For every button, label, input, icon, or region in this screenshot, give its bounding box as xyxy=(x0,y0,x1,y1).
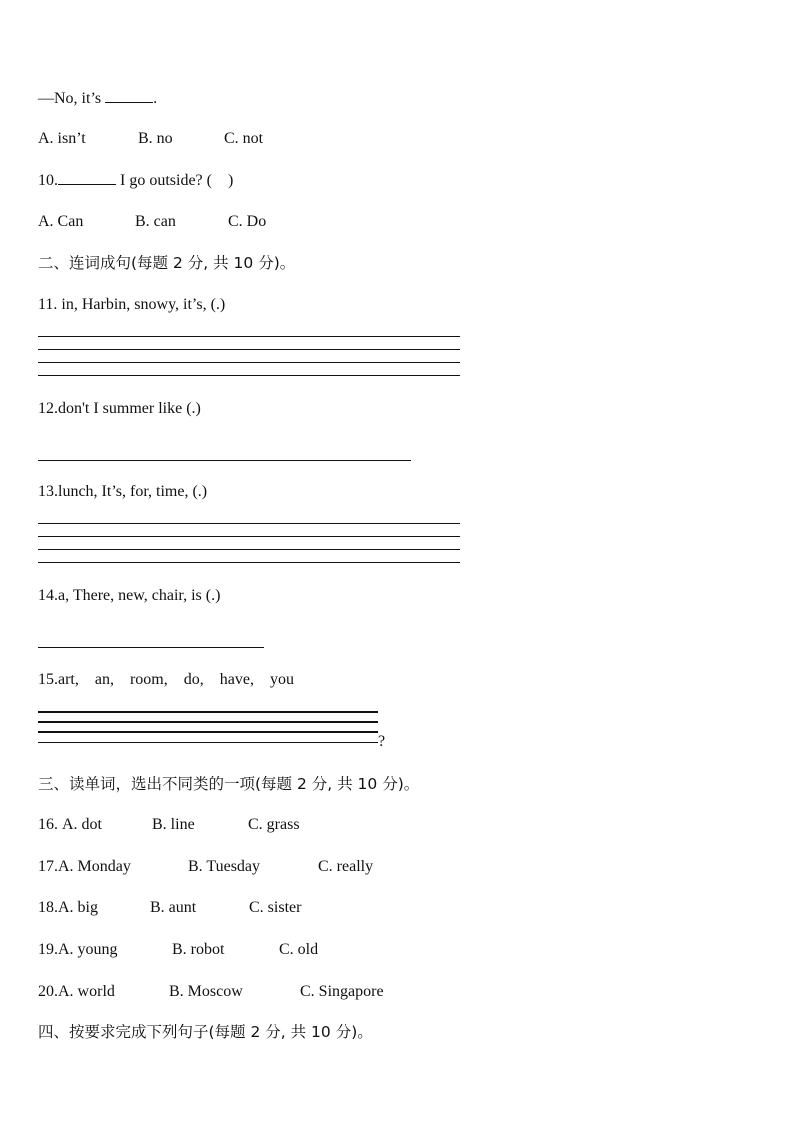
q9-blank[interactable] xyxy=(105,88,153,103)
q10-option-a: A. Can xyxy=(38,213,84,230)
q14-prompt: 14.a, There, new, chair, is (.) xyxy=(38,587,221,604)
q20-option-b: B. Moscow xyxy=(169,983,243,1000)
q9-answer-text: No, it’s xyxy=(54,90,102,107)
q13-answer-line-1[interactable] xyxy=(38,523,460,524)
q16-option-c: C. grass xyxy=(248,816,300,833)
q17-number: 17. xyxy=(38,858,58,875)
q10-question xyxy=(38,170,233,191)
q20-row xyxy=(38,982,384,1002)
q9-options xyxy=(38,129,263,149)
q18-option-a: A. big xyxy=(58,899,98,916)
dash: — xyxy=(38,90,54,107)
q20-option-a: A. world xyxy=(58,983,115,1000)
section3-title: 三、读单词，选出不同类的一项(每题 2 分, 共 10 分)。 xyxy=(38,775,420,793)
q18-option-c: C. sister xyxy=(249,899,302,916)
q9-option-b: B. no xyxy=(138,130,173,147)
q10-blank[interactable] xyxy=(58,170,116,185)
q19-option-c: C. old xyxy=(279,941,319,958)
q12-answer-line[interactable] xyxy=(38,460,411,461)
q16-option-a: A. dot xyxy=(62,816,102,833)
q11-prompt: 11. in, Harbin, snowy, it’s, (.) xyxy=(38,296,226,313)
q10-options xyxy=(38,212,266,232)
q17-option-c: C. really xyxy=(318,858,374,875)
q15-prompt: 15.art, an, room, do, have, you xyxy=(38,671,294,688)
q20-number: 20. xyxy=(38,983,58,1000)
q9-answer-end: . xyxy=(153,90,158,107)
q13-answer-line-3[interactable] xyxy=(38,549,460,550)
q15-answer-line-1[interactable] xyxy=(38,711,378,713)
section4-title: 四、按要求完成下列句子(每题 2 分, 共 10 分)。 xyxy=(38,1023,373,1041)
section2-title: 二、连词成句(每题 2 分, 共 10 分)。 xyxy=(38,254,296,272)
q10-option-c: C. Do xyxy=(228,213,267,230)
q13-prompt: 13.lunch, It’s, for, time, (.) xyxy=(38,483,208,500)
q11-answer-line-2[interactable] xyxy=(38,349,460,350)
q10-option-b: B. can xyxy=(135,213,176,230)
q17-option-b: B. Tuesday xyxy=(188,858,261,875)
q15-answer-line-4[interactable] xyxy=(38,742,378,743)
q10-text: I go outside? ( xyxy=(120,172,212,189)
q14-answer-line[interactable] xyxy=(38,647,264,648)
q17-row xyxy=(38,857,373,877)
q9-option-a: A. isn’t xyxy=(38,130,86,147)
q19-option-b: B. robot xyxy=(172,941,225,958)
q19-option-a: A. young xyxy=(58,941,118,958)
q11-answer-line-4[interactable] xyxy=(38,375,460,376)
q11-answer-line-1[interactable] xyxy=(38,336,460,337)
q13-answer-line-4[interactable] xyxy=(38,562,460,563)
q18-option-b: B. aunt xyxy=(150,899,197,916)
q15-question-mark: ? xyxy=(378,733,386,750)
q9-option-c: C. not xyxy=(224,130,264,147)
q12-prompt: 12.don't I summer like (.) xyxy=(38,400,201,417)
q13-answer-line-2[interactable] xyxy=(38,536,460,537)
q17-option-a: A. Monday xyxy=(58,858,131,875)
q19-number: 19. xyxy=(38,941,58,958)
q15-answer-line-2[interactable] xyxy=(38,721,378,723)
q16-row xyxy=(38,815,300,835)
q18-row xyxy=(38,898,301,918)
q10-close: ) xyxy=(227,172,234,189)
q18-number: 18. xyxy=(38,899,58,916)
q16-option-b: B. line xyxy=(152,816,195,833)
q20-option-c: C. Singapore xyxy=(300,983,384,1000)
q15-answer-line-3[interactable] xyxy=(38,731,378,733)
q16-number: 16. xyxy=(38,816,58,833)
q11-answer-line-3[interactable] xyxy=(38,362,460,363)
q9-answer-line xyxy=(38,88,157,109)
q10-number: 10. xyxy=(38,172,58,189)
q19-row xyxy=(38,940,318,960)
